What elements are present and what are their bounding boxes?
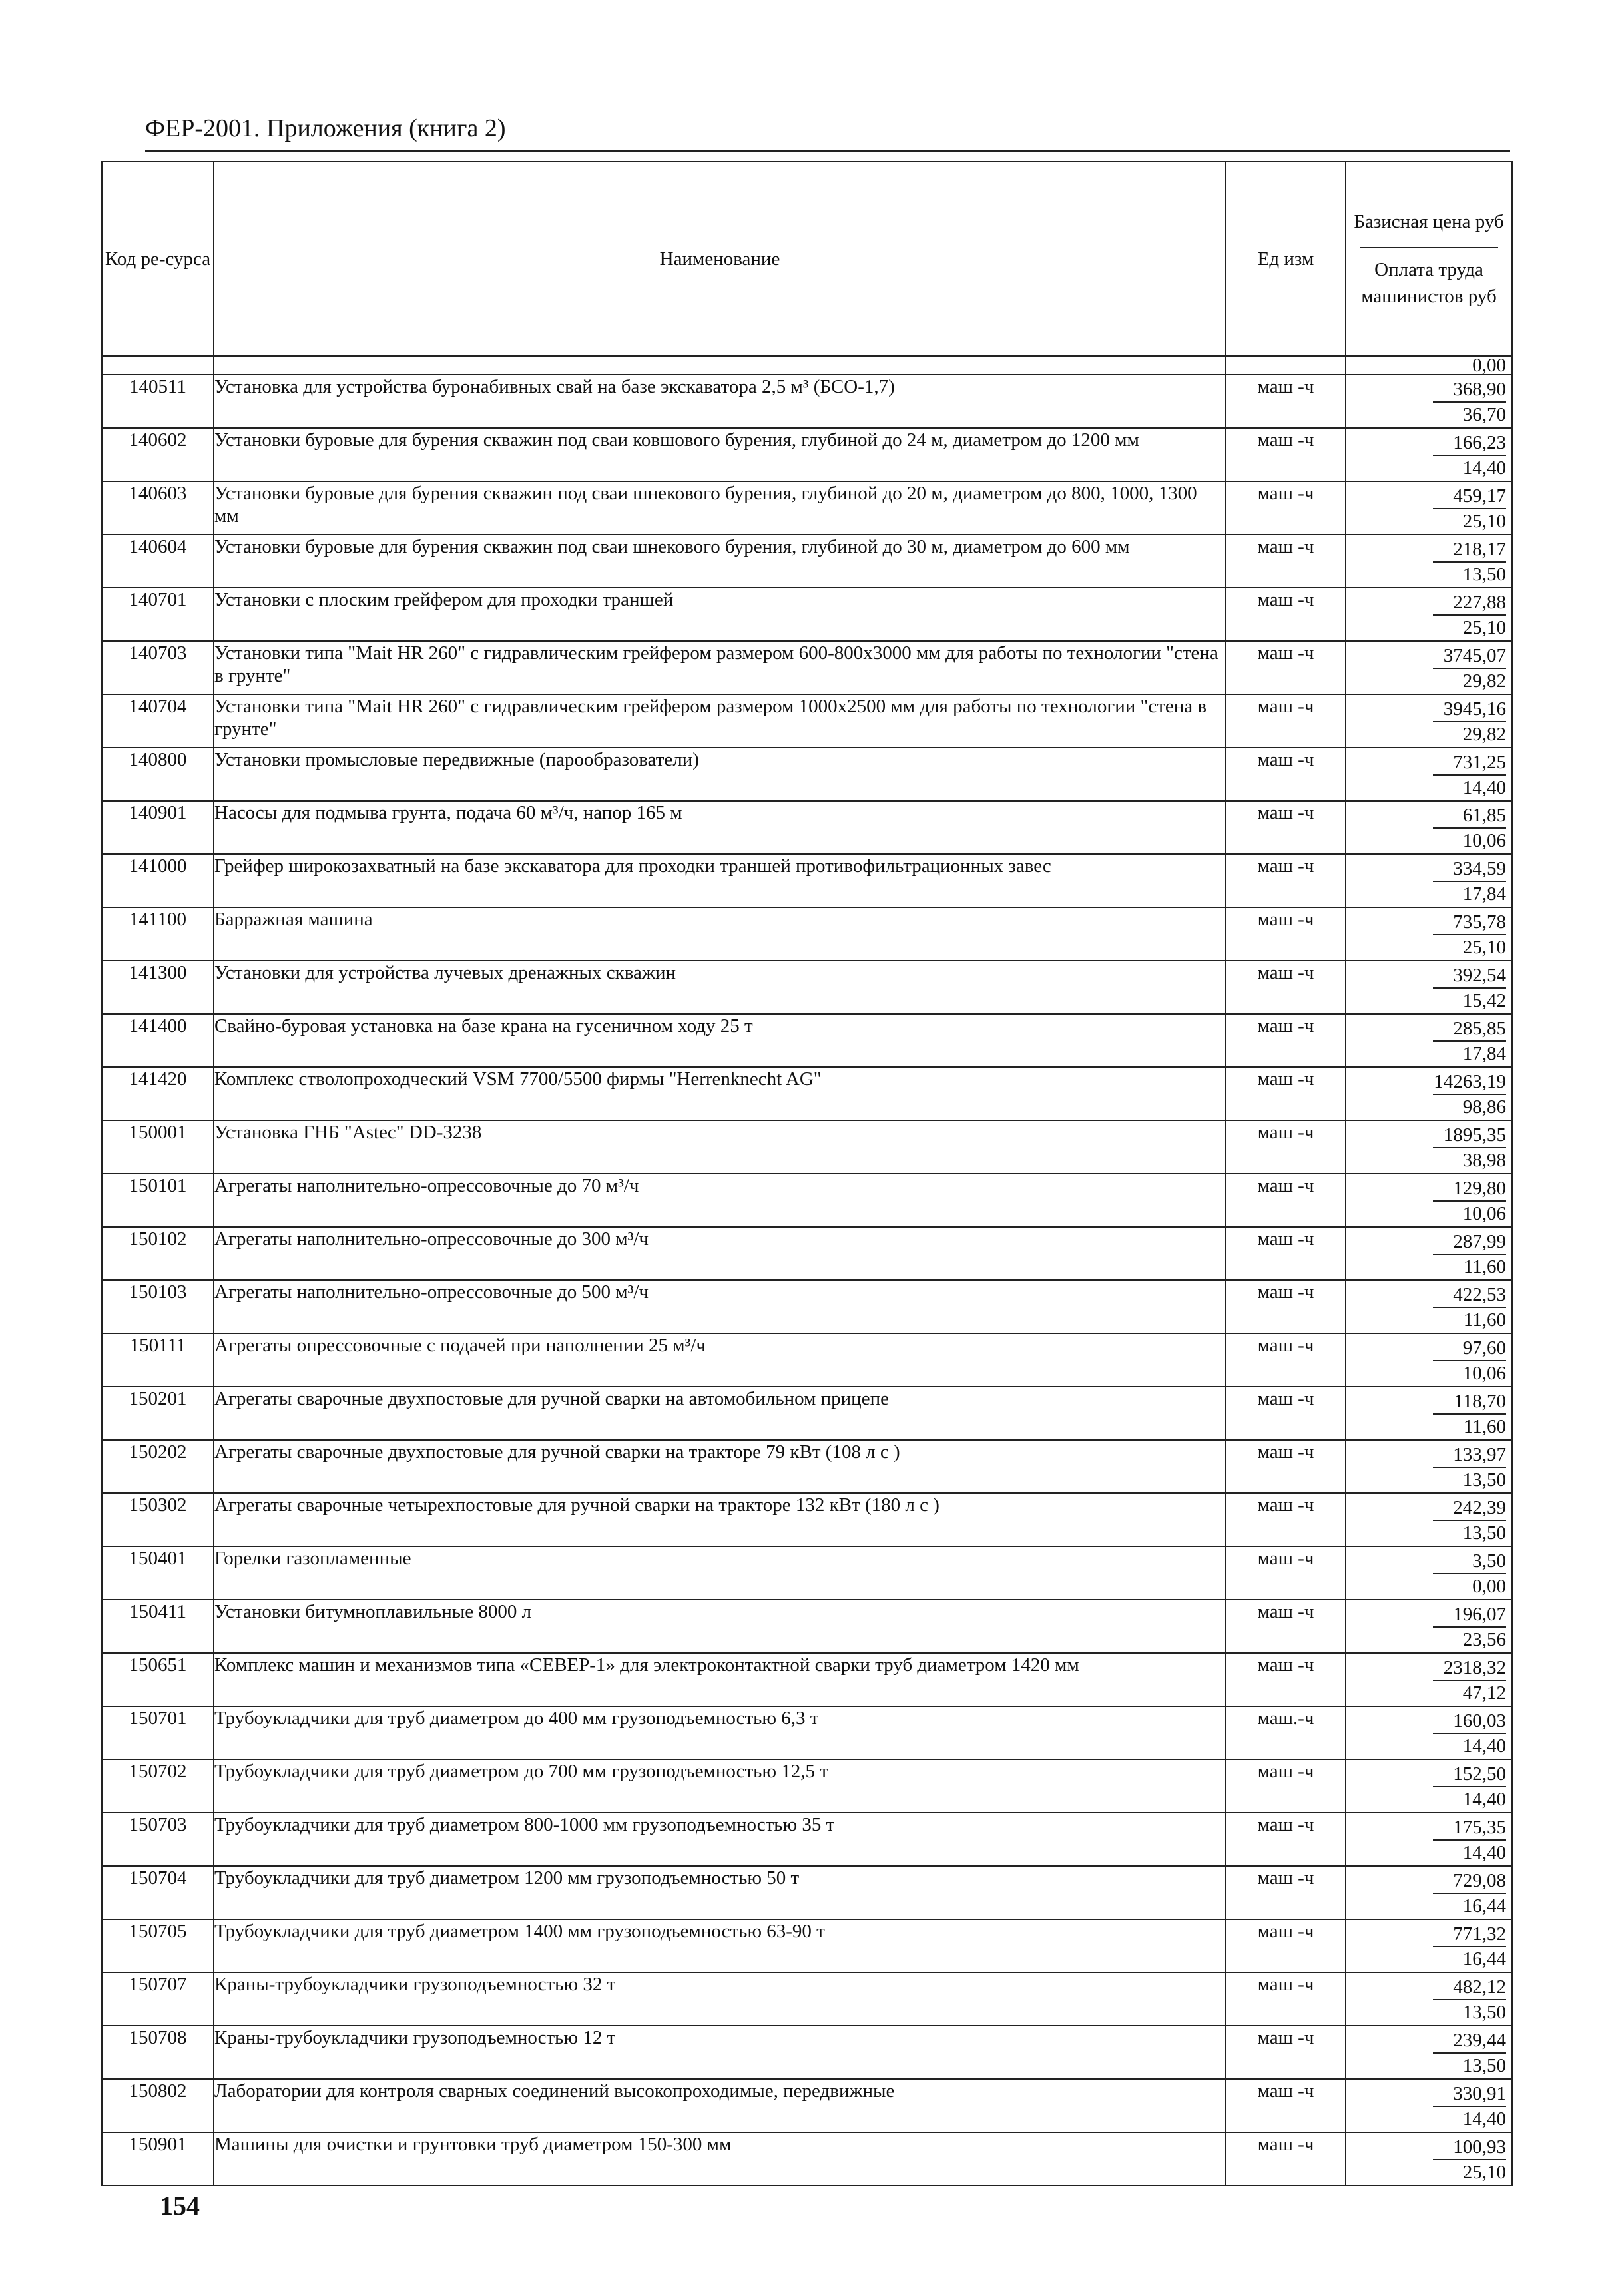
resource-code: 150704 xyxy=(102,1866,214,1919)
column-header-code: Код ре-сурса xyxy=(102,162,214,356)
price-cell xyxy=(1346,1600,1512,1653)
resource-name: Установки для устройства лучевых дренажных скважин xyxy=(214,961,1226,1014)
resource-name: Трубоукладчики для труб диаметром 1200 мм грузоподъемностью 50 т xyxy=(214,1866,1226,1919)
labor-cost: 17,84 xyxy=(1462,883,1506,905)
labor-cost: 13,50 xyxy=(1462,2055,1506,2076)
labor-cost: 38,98 xyxy=(1462,1150,1506,1171)
base-price: 175,35 xyxy=(1433,1816,1506,1841)
resource-code: 140604 xyxy=(102,535,214,588)
resource-unit: маш -ч xyxy=(1226,854,1346,907)
base-price: 334,59 xyxy=(1433,857,1506,882)
resource-table xyxy=(101,161,1513,2186)
labor-cost: 98,86 xyxy=(1462,1096,1506,1118)
table-row xyxy=(102,1387,1512,1440)
resource-code: 140704 xyxy=(102,694,214,748)
labor-cost: 14,40 xyxy=(1462,2108,1506,2130)
price-cell xyxy=(1346,1333,1512,1387)
spacer-cell xyxy=(102,356,214,375)
resource-code: 150702 xyxy=(102,1759,214,1813)
resource-name: Агрегаты наполнительно-опрессовочные до 70 м³/ч xyxy=(214,1174,1226,1227)
table-row xyxy=(102,1333,1512,1387)
price-cell xyxy=(1346,1174,1512,1227)
price-cell xyxy=(1346,694,1512,748)
base-price: 166,23 xyxy=(1433,431,1506,456)
table-row xyxy=(102,375,1512,428)
resource-code: 150705 xyxy=(102,1919,214,1972)
base-price: 97,60 xyxy=(1433,1337,1506,1361)
base-price: 731,25 xyxy=(1433,751,1506,776)
resource-code: 150102 xyxy=(102,1227,214,1280)
resource-code: 141300 xyxy=(102,961,214,1014)
first-price-line: 0,00 xyxy=(1346,356,1512,375)
table-row xyxy=(102,907,1512,961)
resource-name: Агрегаты опрессовочные с подачей при наполнении 25 м³/ч xyxy=(214,1333,1226,1387)
resource-code: 150651 xyxy=(102,1653,214,1706)
table-row xyxy=(102,694,1512,748)
price-cell xyxy=(1346,375,1512,428)
resource-name: Свайно-буровая установка на базе крана на гусеничном ходу 25 т xyxy=(214,1014,1226,1067)
table-row xyxy=(102,641,1512,694)
labor-cost: 10,06 xyxy=(1462,830,1506,851)
resource-unit: маш.-ч xyxy=(1226,1706,1346,1759)
price-cell xyxy=(1346,2079,1512,2132)
price-cell xyxy=(1346,1706,1512,1759)
resource-code: 150001 xyxy=(102,1120,214,1174)
resource-code: 141420 xyxy=(102,1067,214,1120)
resource-unit: маш -ч xyxy=(1226,535,1346,588)
table-row xyxy=(102,1866,1512,1919)
labor-cost: 29,82 xyxy=(1462,724,1506,745)
price-cell xyxy=(1346,1653,1512,1706)
resource-name: Комплекс машин и механизмов типа «СЕВЕР-1» для электроконтактной сварки труб диаметром 1420 мм xyxy=(214,1653,1226,1706)
resource-code: 140800 xyxy=(102,748,214,801)
resource-unit: маш -ч xyxy=(1226,1813,1346,1866)
price-cell xyxy=(1346,1919,1512,1972)
base-price: 227,88 xyxy=(1433,591,1506,616)
price-cell xyxy=(1346,1440,1512,1493)
resource-name: Агрегаты сварочные двухпостовые для ручной сварки на автомобильном прицепе xyxy=(214,1387,1226,1440)
table-row xyxy=(102,1813,1512,1866)
price-cell xyxy=(1346,588,1512,641)
labor-cost: 13,50 xyxy=(1462,1469,1506,1491)
resource-name: Машины для очистки и грунтовки труб диаметром 150-300 мм xyxy=(214,2132,1226,2185)
base-price: 771,32 xyxy=(1433,1923,1506,1947)
table-row xyxy=(102,1919,1512,1972)
table-row xyxy=(102,1067,1512,1120)
resource-code: 150201 xyxy=(102,1387,214,1440)
resource-unit: маш -ч xyxy=(1226,1120,1346,1174)
resource-name: Установки буровые для бурения скважин под сваи шнекового бурения, глубиной до 30 м, диаметром до 600 мм xyxy=(214,535,1226,588)
table-row xyxy=(102,748,1512,801)
labor-cost: 14,40 xyxy=(1462,777,1506,798)
resource-code: 140602 xyxy=(102,428,214,481)
resource-code: 140511 xyxy=(102,375,214,428)
labor-cost: 16,44 xyxy=(1462,1895,1506,1917)
labor-cost: 14,40 xyxy=(1462,1789,1506,1810)
resource-name: Агрегаты наполнительно-опрессовочные до 300 м³/ч xyxy=(214,1227,1226,1280)
resource-unit: маш -ч xyxy=(1226,641,1346,694)
table-header-row xyxy=(102,162,1512,356)
resource-code: 150103 xyxy=(102,1280,214,1333)
base-price: 3945,16 xyxy=(1433,698,1506,722)
labor-cost: 11,60 xyxy=(1463,1309,1506,1331)
price-cell xyxy=(1346,1866,1512,1919)
resource-unit: маш -ч xyxy=(1226,1067,1346,1120)
labor-cost: 13,50 xyxy=(1462,1522,1506,1544)
table-row xyxy=(102,2079,1512,2132)
resource-unit: маш -ч xyxy=(1226,748,1346,801)
price-cell xyxy=(1346,481,1512,535)
base-price: 218,17 xyxy=(1433,538,1506,563)
labor-cost: 0,00 xyxy=(1472,1576,1506,1597)
resource-code: 150708 xyxy=(102,2026,214,2079)
resource-name: Установки промысловые передвижные (парообразователи) xyxy=(214,748,1226,801)
price-cell xyxy=(1346,1014,1512,1067)
resource-name: Трубоукладчики для труб диаметром до 700 мм грузоподъемностью 12,5 т xyxy=(214,1759,1226,1813)
labor-cost: 25,10 xyxy=(1462,617,1506,638)
resource-unit: маш -ч xyxy=(1226,1653,1346,1706)
resource-unit: маш -ч xyxy=(1226,961,1346,1014)
table-spacer-row xyxy=(102,356,1512,375)
resource-name: Комплекс стволопроходческий VSM 7700/5500 фирмы "Herrenknecht AG" xyxy=(214,1067,1226,1120)
resource-code: 150302 xyxy=(102,1493,214,1546)
price-cell xyxy=(1346,535,1512,588)
labor-cost: 29,82 xyxy=(1462,670,1506,692)
resource-unit: маш -ч xyxy=(1226,375,1346,428)
resource-code: 150401 xyxy=(102,1546,214,1600)
resource-unit: маш -ч xyxy=(1226,1600,1346,1653)
base-price: 133,97 xyxy=(1433,1443,1506,1468)
price-cell xyxy=(1346,854,1512,907)
price-cell xyxy=(1346,1546,1512,1600)
resource-name: Трубоукладчики для труб диаметром до 400 мм грузоподъемностью 6,3 т xyxy=(214,1706,1226,1759)
resource-name: Агрегаты сварочные четырехпостовые для ручной сварки на тракторе 132 кВт (180 л с ) xyxy=(214,1493,1226,1546)
resource-unit: маш -ч xyxy=(1226,1866,1346,1919)
resource-name: Трубоукладчики для труб диаметром 1400 мм грузоподъемностью 63-90 т xyxy=(214,1919,1226,1972)
labor-cost: 14,40 xyxy=(1462,1842,1506,1863)
resource-name: Барражная машина xyxy=(214,907,1226,961)
resource-code: 150703 xyxy=(102,1813,214,1866)
base-price: 118,70 xyxy=(1433,1390,1506,1415)
resource-unit: маш -ч xyxy=(1226,1280,1346,1333)
price-cell xyxy=(1346,1120,1512,1174)
table-row xyxy=(102,854,1512,907)
resource-unit: маш -ч xyxy=(1226,1546,1346,1600)
spacer-cell xyxy=(1226,356,1346,375)
resource-name: Установка для устройства буронабивных свай на базе экскаватора 2,5 м³ (БСО-1,7) xyxy=(214,375,1226,428)
table-row xyxy=(102,1014,1512,1067)
resource-name: Установки битумноплавильные 8000 л xyxy=(214,1600,1226,1653)
base-price: 287,99 xyxy=(1433,1230,1506,1255)
resource-name: Установки буровые для бурения скважин под сваи ковшового бурения, глубиной до 24 м, диаметром до 1200 мм xyxy=(214,428,1226,481)
resource-code: 150202 xyxy=(102,1440,214,1493)
resource-code: 140901 xyxy=(102,801,214,854)
base-price: 1895,35 xyxy=(1433,1124,1506,1148)
base-price: 160,03 xyxy=(1433,1710,1506,1734)
table-row xyxy=(102,1600,1512,1653)
resource-unit: маш -ч xyxy=(1226,588,1346,641)
resource-name: Агрегаты сварочные двухпостовые для ручной сварки на тракторе 79 кВт (108 л с ) xyxy=(214,1440,1226,1493)
page-header xyxy=(145,112,1510,152)
base-price: 100,93 xyxy=(1433,2136,1506,2160)
base-price: 14263,19 xyxy=(1433,1070,1506,1095)
resource-unit: маш -ч xyxy=(1226,1333,1346,1387)
base-price: 392,54 xyxy=(1433,964,1506,989)
base-price: 735,78 xyxy=(1433,911,1506,935)
labor-cost: 36,70 xyxy=(1462,404,1506,425)
price-cell xyxy=(1346,1067,1512,1120)
table-row xyxy=(102,1440,1512,1493)
price-cell xyxy=(1346,961,1512,1014)
price-cell xyxy=(1346,1972,1512,2026)
table-row xyxy=(102,535,1512,588)
column-header-labor-cost: Оплата труда машинистов руб xyxy=(1360,247,1498,310)
resource-unit: маш -ч xyxy=(1226,1759,1346,1813)
resource-name: Установки с плоским грейфером для проходки траншей xyxy=(214,588,1226,641)
column-header-base-price: Базисная цена руб xyxy=(1354,211,1504,232)
resource-unit: маш -ч xyxy=(1226,1440,1346,1493)
resource-unit: маш -ч xyxy=(1226,801,1346,854)
base-price: 2318,32 xyxy=(1433,1656,1506,1681)
column-header-name: Наименование xyxy=(214,162,1226,356)
base-price: 729,08 xyxy=(1433,1869,1506,1894)
price-cell xyxy=(1346,1759,1512,1813)
resource-unit: маш -ч xyxy=(1226,1174,1346,1227)
base-price: 422,53 xyxy=(1433,1283,1506,1308)
table-row xyxy=(102,1120,1512,1174)
resource-name: Трубоукладчики для труб диаметром 800-1000 мм грузоподъемностью 35 т xyxy=(214,1813,1226,1866)
resource-name: Лаборатории для контроля сварных соединений высокопроходимые, передвижные xyxy=(214,2079,1226,2132)
page-title: ФЕР-2001. Приложения (книга 2) xyxy=(145,115,506,142)
resource-unit: маш -ч xyxy=(1226,1014,1346,1067)
labor-cost: 13,50 xyxy=(1462,564,1506,585)
table-row xyxy=(102,1759,1512,1813)
base-price: 482,12 xyxy=(1433,1976,1506,2000)
resource-code: 150411 xyxy=(102,1600,214,1653)
resource-name: Горелки газопламенные xyxy=(214,1546,1226,1600)
resource-code: 141400 xyxy=(102,1014,214,1067)
labor-cost: 25,10 xyxy=(1462,937,1506,958)
price-cell xyxy=(1346,801,1512,854)
resource-unit: маш -ч xyxy=(1226,428,1346,481)
resource-name: Установки типа "Mait HR 260" с гидравлическим грейфером размером 1000х2500 мм для работы по технологии "стена в грунте" xyxy=(214,694,1226,748)
base-price: 152,50 xyxy=(1433,1763,1506,1787)
labor-cost: 16,44 xyxy=(1462,1949,1506,1970)
resource-code: 150701 xyxy=(102,1706,214,1759)
table-row xyxy=(102,1653,1512,1706)
resource-code: 140701 xyxy=(102,588,214,641)
resource-unit: маш -ч xyxy=(1226,481,1346,535)
price-cell xyxy=(1346,907,1512,961)
base-price: 285,85 xyxy=(1433,1017,1506,1042)
resource-name: Насосы для подмыва грунта, подача 60 м³/ч, напор 165 м xyxy=(214,801,1226,854)
page-number: 154 xyxy=(160,2191,200,2221)
table-row xyxy=(102,1546,1512,1600)
labor-cost: 25,10 xyxy=(1462,511,1506,532)
table-row xyxy=(102,1493,1512,1546)
labor-cost: 17,84 xyxy=(1462,1043,1506,1064)
table-row xyxy=(102,2026,1512,2079)
price-cell xyxy=(1346,641,1512,694)
price-cell xyxy=(1346,428,1512,481)
spacer-cell xyxy=(214,356,1226,375)
base-price: 3745,07 xyxy=(1433,644,1506,669)
table-row xyxy=(102,1280,1512,1333)
labor-cost: 25,10 xyxy=(1462,2162,1506,2183)
table-row xyxy=(102,1227,1512,1280)
base-price: 196,07 xyxy=(1433,1603,1506,1628)
labor-cost: 23,56 xyxy=(1462,1629,1506,1650)
resource-code: 140703 xyxy=(102,641,214,694)
labor-cost: 15,42 xyxy=(1462,990,1506,1011)
resource-code: 150901 xyxy=(102,2132,214,2185)
base-price: 330,91 xyxy=(1433,2082,1506,2107)
labor-cost: 14,40 xyxy=(1462,457,1506,479)
resource-unit: маш -ч xyxy=(1226,2079,1346,2132)
price-cell xyxy=(1346,1227,1512,1280)
table-row xyxy=(102,1706,1512,1759)
price-cell xyxy=(1346,1813,1512,1866)
table-row xyxy=(102,961,1512,1014)
resource-unit: маш -ч xyxy=(1226,1387,1346,1440)
resource-code: 141000 xyxy=(102,854,214,907)
price-cell xyxy=(1346,1280,1512,1333)
labor-cost: 14,40 xyxy=(1462,1735,1506,1757)
labor-cost: 10,06 xyxy=(1462,1363,1506,1384)
base-price: 61,85 xyxy=(1433,804,1506,829)
resource-code: 150802 xyxy=(102,2079,214,2132)
column-header-unit: Ед изм xyxy=(1226,162,1346,356)
resource-name: Установки типа "Mait HR 260" с гидравлическим грейфером размером 600-800х3000 мм для работы по технологии "стена в грунте" xyxy=(214,641,1226,694)
base-price: 239,44 xyxy=(1433,2029,1506,2054)
resource-code: 140603 xyxy=(102,481,214,535)
price-cell xyxy=(1346,2132,1512,2185)
resource-unit: маш -ч xyxy=(1226,1227,1346,1280)
resource-unit: маш -ч xyxy=(1226,1493,1346,1546)
resource-name: Агрегаты наполнительно-опрессовочные до 500 м³/ч xyxy=(214,1280,1226,1333)
labor-cost: 13,50 xyxy=(1462,2002,1506,2023)
base-price: 368,90 xyxy=(1433,378,1506,403)
resource-name: Краны-трубоукладчики грузоподъемностью 12 т xyxy=(214,2026,1226,2079)
resource-code: 150111 xyxy=(102,1333,214,1387)
column-header-price xyxy=(1346,162,1512,356)
table-row xyxy=(102,2132,1512,2185)
base-price: 3,50 xyxy=(1433,1550,1506,1574)
table-row xyxy=(102,1174,1512,1227)
resource-unit: маш -ч xyxy=(1226,694,1346,748)
labor-cost: 11,60 xyxy=(1463,1256,1506,1277)
resource-code: 141100 xyxy=(102,907,214,961)
resource-name: Установка ГНБ "Astec" DD-3238 xyxy=(214,1120,1226,1174)
table-row xyxy=(102,801,1512,854)
price-cell xyxy=(1346,748,1512,801)
table-row xyxy=(102,428,1512,481)
labor-cost: 10,06 xyxy=(1462,1203,1506,1224)
price-cell xyxy=(1346,2026,1512,2079)
resource-unit: маш -ч xyxy=(1226,1919,1346,1972)
base-price: 129,80 xyxy=(1433,1177,1506,1202)
resource-name: Грейфер широкозахватный на базе экскаватора для проходки траншей противофильтрационных завес xyxy=(214,854,1226,907)
resource-unit: маш -ч xyxy=(1226,2132,1346,2185)
resource-name: Установки буровые для бурения скважин под сваи шнекового бурения, глубиной до 20 м, диаметром до 800, 1000, 1300 мм xyxy=(214,481,1226,535)
resource-unit: маш -ч xyxy=(1226,2026,1346,2079)
labor-cost: 47,12 xyxy=(1462,1682,1506,1704)
table-row xyxy=(102,588,1512,641)
price-cell xyxy=(1346,1493,1512,1546)
table-row xyxy=(102,1972,1512,2026)
base-price: 242,39 xyxy=(1433,1496,1506,1521)
table-row xyxy=(102,481,1512,535)
labor-cost: 11,60 xyxy=(1463,1416,1506,1437)
base-price: 459,17 xyxy=(1433,485,1506,509)
resource-code: 150101 xyxy=(102,1174,214,1227)
resource-unit: маш -ч xyxy=(1226,1972,1346,2026)
price-cell xyxy=(1346,1387,1512,1440)
resource-unit: маш -ч xyxy=(1226,907,1346,961)
resource-name: Краны-трубоукладчики грузоподъемностью 32 т xyxy=(214,1972,1226,2026)
resource-code: 150707 xyxy=(102,1972,214,2026)
